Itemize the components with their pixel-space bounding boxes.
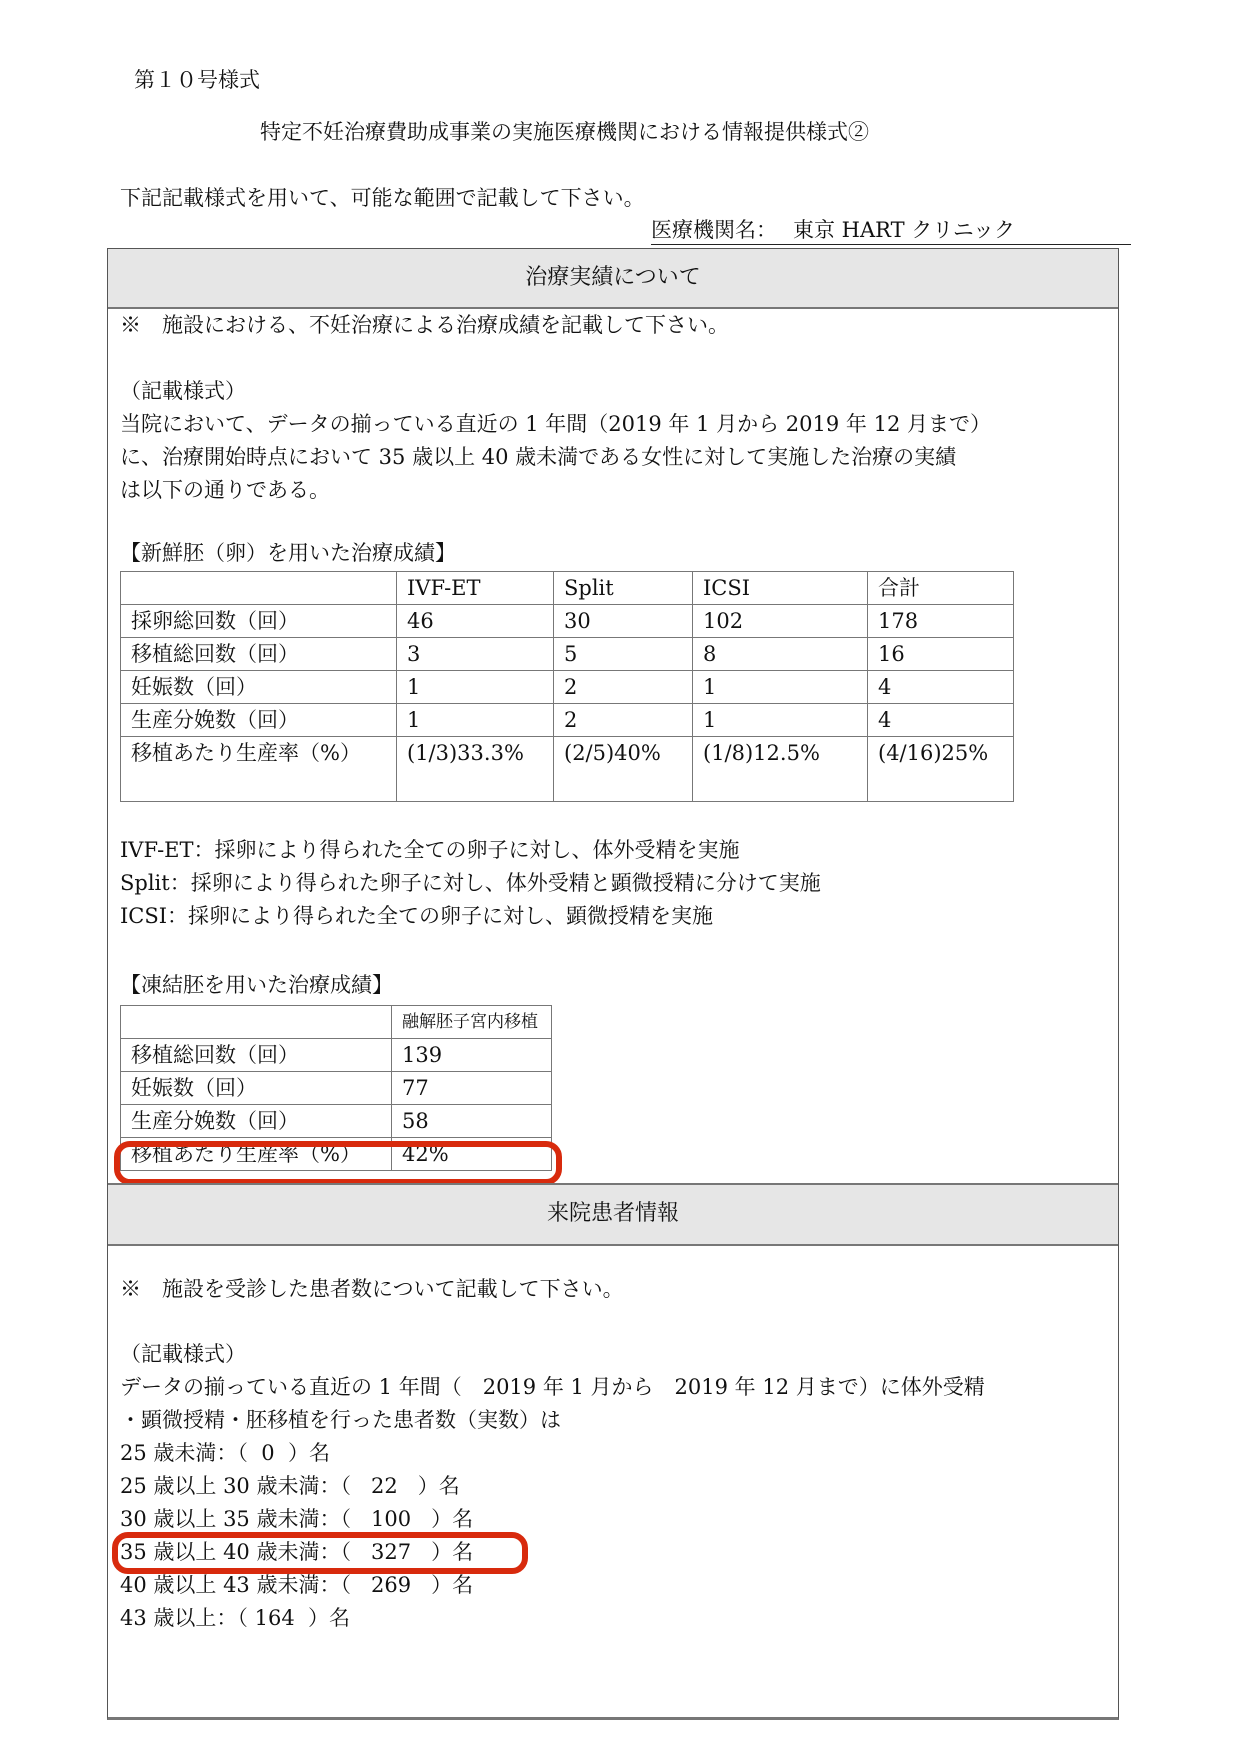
age-group-suffix: ）名 bbox=[431, 1573, 474, 1597]
definition-split: Split：採卵により得られた卵子に対し、体外受精と顕微授精に分けて実施 bbox=[120, 871, 821, 895]
table-cell: 58 bbox=[392, 1105, 552, 1138]
table-cell: (2/5)40% bbox=[554, 737, 693, 802]
table-cell: (1/8)12.5% bbox=[693, 737, 868, 802]
facility-name: 東京 HART クリニック bbox=[793, 218, 1016, 242]
fresh-embryo-table bbox=[120, 571, 1014, 802]
patients-format-label: （記載様式） bbox=[120, 1342, 246, 1366]
table-header-cell: 融解胚子宮内移植 bbox=[392, 1006, 552, 1039]
table-cell: (1/3)33.3% bbox=[397, 737, 554, 802]
age-group-label: 43 歳以上：（ bbox=[120, 1606, 248, 1630]
table-cell: 4 bbox=[868, 671, 1014, 704]
row-label: 移植総回数（回） bbox=[121, 1039, 392, 1072]
treatment-format-label: （記載様式） bbox=[120, 379, 246, 403]
fresh-table-title: 【新鮮胚（卵）を用いた治療成績】 bbox=[120, 541, 456, 565]
frozen-table-title: 【凍結胚を用いた治療成績】 bbox=[120, 973, 393, 997]
table-cell: 1 bbox=[693, 704, 868, 737]
table-row bbox=[121, 1039, 552, 1072]
treatment-note: ※ 施設における、不妊治療による治療成績を記載して下さい。 bbox=[120, 313, 729, 337]
table-cell: 4 bbox=[868, 704, 1014, 737]
table-cell: 178 bbox=[868, 605, 1014, 638]
table-cell: 1 bbox=[693, 671, 868, 704]
table-header-cell bbox=[121, 572, 397, 605]
row-label: 妊娠数（回） bbox=[121, 671, 397, 704]
age-group-count: 327 bbox=[371, 1540, 412, 1564]
table-row bbox=[121, 1105, 552, 1138]
table-cell: 102 bbox=[693, 605, 868, 638]
definition-ivf-et: IVF-ET：採卵により得られた全ての卵子に対し、体外受精を実施 bbox=[120, 838, 740, 862]
table-row bbox=[121, 737, 1014, 802]
patients-note: ※ 施設を受診した患者数について記載して下さい。 bbox=[120, 1277, 624, 1301]
table-row bbox=[121, 671, 1014, 704]
definition-icsi: ICSI：採卵により得られた全ての卵子に対し、顕微授精を実施 bbox=[120, 904, 714, 928]
age-group-count: 269 bbox=[371, 1573, 412, 1597]
patients-desc-line-2: ・顕微授精・胚移植を行った患者数（実数）は bbox=[120, 1408, 561, 1432]
age-group-suffix: ）名 bbox=[288, 1441, 330, 1465]
age-group-count: 164 bbox=[254, 1606, 295, 1630]
patients-desc-line-1: データの揃っている直近の 1 年間（ 2019 年 1 月から 2019 年 12 月まで）に体外受精 bbox=[120, 1375, 985, 1399]
age-group-count: 100 bbox=[371, 1507, 412, 1531]
age-group-label: 35 歳以上 40 歳未満：（ bbox=[120, 1540, 351, 1564]
table-cell: 1 bbox=[397, 671, 554, 704]
age-group-count: 22 bbox=[371, 1474, 398, 1498]
table-row bbox=[121, 704, 1014, 737]
form-number: 第１０号様式 bbox=[134, 68, 260, 92]
row-label: 生産分娩数（回） bbox=[121, 1105, 392, 1138]
table-header-cell: IVF-ET bbox=[397, 572, 554, 605]
table-header-cell bbox=[121, 1006, 392, 1039]
document-title: 特定不妊治療費助成事業の実施医療機関における情報提供様式② bbox=[260, 120, 869, 144]
age-group-row bbox=[120, 1470, 460, 1503]
section-header-treatment: 治療実績について bbox=[108, 249, 1118, 309]
table-row bbox=[121, 1072, 552, 1105]
age-group-label: 40 歳以上 43 歳未満：（ bbox=[120, 1573, 351, 1597]
section-header-patients: 来院患者情報 bbox=[108, 1183, 1118, 1246]
table-cell: 3 bbox=[397, 638, 554, 671]
table-cell: 139 bbox=[392, 1039, 552, 1072]
row-label: 移植あたり生産率（%） bbox=[121, 737, 397, 802]
table-cell: 1 bbox=[397, 704, 554, 737]
table-header-cell: Split bbox=[554, 572, 693, 605]
table-header-row bbox=[121, 1006, 552, 1039]
highlight-age-35-40 bbox=[112, 1532, 528, 1574]
facility-name-line bbox=[651, 218, 1131, 245]
table-header-row bbox=[121, 572, 1014, 605]
age-group-suffix: ）名 bbox=[431, 1540, 474, 1564]
age-group-label: 25 歳未満：（ bbox=[120, 1441, 248, 1465]
table-cell: 77 bbox=[392, 1072, 552, 1105]
age-group-count: 0 bbox=[261, 1441, 275, 1465]
table-cell: 42% bbox=[392, 1138, 552, 1171]
age-group-label: 25 歳以上 30 歳未満：（ bbox=[120, 1474, 351, 1498]
table-header-cell: ICSI bbox=[693, 572, 868, 605]
table-row bbox=[121, 638, 1014, 671]
age-group-suffix: ）名 bbox=[431, 1507, 474, 1531]
age-group-row bbox=[120, 1602, 350, 1635]
treatment-desc-line-2: に、治療開始時点において 35 歳以上 40 歳未満である女性に対して実施した治療の実績 bbox=[120, 445, 957, 469]
treatment-desc-line-1: 当院において、データの揃っている直近の 1 年間（2019 年 1 月から 2019 年 12 月まで） bbox=[120, 412, 991, 436]
age-group-row bbox=[120, 1437, 330, 1470]
table-row bbox=[121, 605, 1014, 638]
table-cell: 2 bbox=[554, 704, 693, 737]
table-cell: (4/16)25% bbox=[868, 737, 1014, 802]
row-label: 移植あたり生産率（%） bbox=[121, 1138, 392, 1171]
table-cell: 46 bbox=[397, 605, 554, 638]
row-label: 採卵総回数（回） bbox=[121, 605, 397, 638]
facility-label: 医療機関名： bbox=[651, 218, 777, 242]
table-cell: 30 bbox=[554, 605, 693, 638]
age-group-suffix: ）名 bbox=[308, 1606, 351, 1630]
table-cell: 8 bbox=[693, 638, 868, 671]
form-box bbox=[107, 248, 1119, 1720]
age-group-label: 30 歳以上 35 歳未満：（ bbox=[120, 1507, 351, 1531]
table-cell: 5 bbox=[554, 638, 693, 671]
row-label: 移植総回数（回） bbox=[121, 638, 397, 671]
table-header-cell: 合計 bbox=[868, 572, 1014, 605]
table-cell: 16 bbox=[868, 638, 1014, 671]
instruction-text: 下記記載様式を用いて、可能な範囲で記載して下さい。 bbox=[120, 186, 645, 210]
treatment-desc-line-3: は以下の通りである。 bbox=[120, 478, 330, 502]
age-group-suffix: ）名 bbox=[417, 1474, 460, 1498]
table-cell: 2 bbox=[554, 671, 693, 704]
row-label: 生産分娩数（回） bbox=[121, 704, 397, 737]
row-label: 妊娠数（回） bbox=[121, 1072, 392, 1105]
highlight-frozen-live-birth-rate bbox=[114, 1141, 562, 1185]
